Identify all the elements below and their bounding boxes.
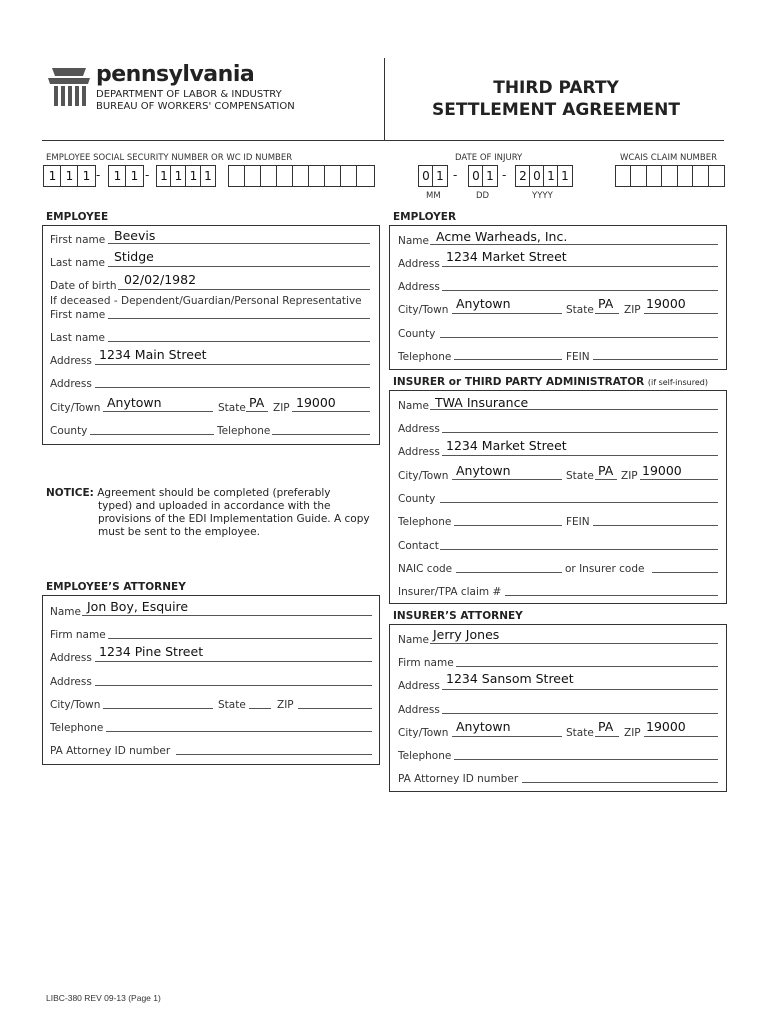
er-name-value: Acme Warheads, Inc. [436, 229, 568, 244]
er-address2-field[interactable] [442, 290, 718, 291]
ins-telephone-label: Telephone [398, 516, 452, 528]
ins-county-field[interactable] [440, 502, 718, 503]
employee-attorney-box [42, 595, 380, 765]
dob-value: 02/02/1982 [124, 272, 197, 287]
employee-header: EMPLOYEE [46, 211, 109, 223]
ins-address2-field[interactable] [442, 455, 718, 456]
doi-digit: 1 [486, 169, 494, 183]
ia-telephone-label: Telephone [398, 750, 452, 762]
ea-city-field[interactable] [103, 708, 213, 709]
ssn-dash: - [96, 168, 101, 182]
insurer-attorney-header: INSURER’S ATTORNEY [393, 610, 523, 622]
er-fein-label: FEIN [566, 351, 590, 363]
dep-first-name-label: First name [50, 309, 106, 321]
address2-label: Address [50, 378, 92, 390]
ssn-label: EMPLOYEE SOCIAL SECURITY NUMBER OR WC ID NUMBER [46, 153, 293, 163]
ea-state-label: State [218, 699, 246, 711]
county-field[interactable] [90, 434, 214, 435]
ia-address-value: 1234 Sansom Street [446, 671, 574, 686]
ia-state-field[interactable] [595, 736, 619, 737]
dep-first-name-field[interactable] [108, 318, 370, 319]
ins-city-field[interactable] [452, 479, 562, 480]
ea-address2-field[interactable] [95, 685, 372, 686]
er-address2-label: Address [398, 281, 440, 293]
ins-insurer-code-label: or Insurer code [565, 563, 645, 575]
ia-pa-id-label: PA Attorney ID number [398, 773, 519, 785]
ia-name-field[interactable] [430, 643, 718, 644]
header-divider [384, 58, 385, 140]
ea-zip-field[interactable] [298, 708, 372, 709]
er-city-value: Anytown [456, 296, 511, 311]
doi-dash: - [453, 168, 458, 182]
dob-label: Date of birth [50, 280, 117, 292]
ins-county-label: County [398, 493, 436, 505]
ia-firm-field[interactable] [456, 666, 718, 667]
ins-insurer-code-field[interactable] [652, 572, 718, 573]
city-label: City/Town [50, 402, 101, 414]
ea-address-field[interactable] [95, 661, 372, 662]
form-number: LIBC-380 REV 09-13 (Page 1) [46, 993, 161, 1003]
ea-telephone-field[interactable] [106, 731, 372, 732]
dep-last-name-label: Last name [50, 332, 105, 344]
doi-digit: 1 [547, 169, 555, 183]
address-value: 1234 Main Street [99, 347, 207, 362]
title-line2: SETTLEMENT AGREEMENT [432, 100, 680, 120]
er-state-value: PA [598, 296, 614, 311]
ssn-digit: 1 [174, 169, 183, 183]
ins-telephone-field[interactable] [454, 525, 562, 526]
ea-name-field[interactable] [82, 615, 372, 616]
er-zip-field[interactable] [644, 313, 718, 314]
ia-city-value: Anytown [456, 719, 511, 734]
ins-naic-field[interactable] [456, 572, 562, 573]
mm-label: MM [426, 191, 441, 201]
ia-zip-label: ZIP [624, 727, 641, 739]
employee-attorney-header: EMPLOYEE’S ATTORNEY [46, 581, 186, 593]
ia-address2-label: Address [398, 704, 440, 716]
address-field[interactable] [95, 364, 370, 365]
doi-digit: 2 [519, 169, 527, 183]
ia-state-value: PA [598, 719, 614, 734]
ea-zip-label: ZIP [277, 699, 294, 711]
ia-address-label: Address [398, 680, 440, 692]
ins-fein-label: FEIN [566, 516, 590, 528]
ins-contact-field[interactable] [440, 549, 718, 550]
er-fein-field[interactable] [593, 359, 718, 360]
ins-city-value: Anytown [456, 463, 511, 478]
notice-line3: provisions of the EDI Implementation Guide. A copy [98, 513, 370, 525]
insurer-header-text: INSURER or THIRD PARTY ADMINISTRATOR [393, 376, 645, 388]
ia-pa-id-field[interactable] [522, 782, 718, 783]
ia-name-value: Jerry Jones [433, 627, 500, 642]
dep-last-name-field[interactable] [108, 341, 370, 342]
ins-contact-label: Contact [398, 540, 439, 552]
ins-zip-field[interactable] [640, 479, 718, 480]
ins-state-value: PA [598, 463, 614, 478]
state-field[interactable] [246, 411, 268, 412]
title-line1: THIRD PARTY [493, 78, 619, 98]
er-county-field[interactable] [440, 337, 718, 338]
ea-firm-field[interactable] [108, 638, 372, 639]
er-telephone-label: Telephone [398, 351, 452, 363]
ea-telephone-label: Telephone [50, 722, 104, 734]
doi-digit: 1 [561, 169, 569, 183]
ea-pa-id-label: PA Attorney ID number [50, 745, 171, 757]
doi-digit: 0 [422, 169, 430, 183]
ia-state-label: State [566, 727, 594, 739]
notice [46, 487, 331, 500]
employer-header: EMPLOYER [393, 211, 457, 223]
ia-telephone-field[interactable] [454, 759, 718, 760]
address2-field[interactable] [95, 387, 370, 388]
ins-address-label: Address [398, 423, 440, 435]
city-field[interactable] [103, 411, 213, 412]
doi-digit: 0 [472, 169, 480, 183]
yyyy-label: YYYY [532, 191, 553, 201]
zip-label: ZIP [273, 402, 290, 414]
wc-id-boxes[interactable] [228, 165, 375, 187]
er-county-label: County [398, 328, 436, 340]
ea-city-label: City/Town [50, 699, 101, 711]
ins-claim-label: Insurer/TPA claim # [398, 586, 502, 598]
ia-city-label: City/Town [398, 727, 449, 739]
notice-label: NOTICE: [46, 487, 94, 499]
ia-address2-field[interactable] [442, 713, 718, 714]
state-value: PA [249, 395, 265, 410]
zip-field[interactable] [292, 411, 370, 412]
dob-field[interactable] [118, 289, 370, 290]
ea-pa-id-field[interactable] [176, 754, 372, 755]
zip-value: 19000 [296, 395, 336, 410]
er-name-field[interactable] [430, 244, 718, 245]
ea-address-label: Address [50, 652, 92, 664]
wcais-label: WCAIS CLAIM NUMBER [620, 153, 718, 163]
ia-address-field[interactable] [442, 689, 718, 690]
first-name-label: First name [50, 234, 106, 246]
er-address-value: 1234 Market Street [446, 249, 567, 264]
ins-claim-field[interactable] [505, 595, 718, 596]
deceased-label: If deceased - Dependent/Guardian/Personal Representative [50, 295, 362, 307]
ssn-digit: 1 [130, 169, 139, 183]
ssn-digit: 1 [65, 169, 74, 183]
ea-name-value: Jon Boy, Esquire [87, 599, 189, 614]
notice-line1: Agreement should be completed (preferably [97, 487, 331, 499]
ins-naic-label: NAIC code [398, 563, 453, 575]
er-city-field[interactable] [452, 313, 562, 314]
doi-dash: - [502, 168, 507, 182]
ssn-digit: 1 [48, 169, 57, 183]
er-zip-label: ZIP [624, 304, 641, 316]
ins-address-field[interactable] [442, 432, 718, 433]
er-address-label: Address [398, 258, 440, 270]
er-state-label: State [566, 304, 594, 316]
first-name-field[interactable] [108, 243, 370, 244]
notice-line2: typed) and uploaded in accordance with the [98, 500, 331, 512]
last-name-value: Stidge [114, 249, 154, 264]
ins-zip-value: 19000 [642, 463, 682, 478]
logo-name: pennsylvania [96, 62, 255, 87]
ins-address2-label: Address [398, 446, 440, 458]
ia-firm-label: Firm name [398, 657, 454, 669]
ins-address2-value: 1234 Market Street [446, 438, 567, 453]
ssn-dash: - [145, 168, 150, 182]
logo-line1: DEPARTMENT OF LABOR & INDUSTRY [96, 89, 282, 100]
state-label: State [218, 402, 246, 414]
ins-name-label: Name [398, 400, 429, 412]
last-name-label: Last name [50, 257, 105, 269]
ins-city-label: City/Town [398, 470, 449, 482]
telephone-field[interactable] [272, 434, 370, 435]
ia-name-label: Name [398, 634, 429, 646]
ssn-digit: 1 [204, 169, 212, 183]
ssn-digit: 1 [189, 169, 198, 183]
ea-firm-label: Firm name [50, 629, 106, 641]
ia-zip-value: 19000 [646, 719, 686, 734]
insurer-header-note: (if self-insured) [647, 378, 708, 387]
er-telephone-field[interactable] [454, 359, 562, 360]
ea-name-label: Name [50, 606, 81, 618]
dd-label: DD [476, 191, 490, 201]
doi-digit: 1 [436, 169, 444, 183]
er-state-field[interactable] [595, 313, 619, 314]
er-address-field[interactable] [442, 266, 718, 267]
logo-line2: BUREAU OF WORKERS' COMPENSATION [96, 101, 295, 112]
er-city-label: City/Town [398, 304, 449, 316]
ssn-digit: 1 [82, 169, 91, 183]
er-zip-value: 19000 [646, 296, 686, 311]
county-label: County [50, 425, 88, 437]
er-name-label: Name [398, 235, 429, 247]
telephone-label: Telephone [217, 425, 271, 437]
city-value: Anytown [107, 395, 162, 410]
ea-state-field[interactable] [249, 708, 271, 709]
ssn-digit: 1 [113, 169, 122, 183]
ins-name-value: TWA Insurance [435, 395, 529, 410]
ins-state-field[interactable] [595, 479, 617, 480]
ins-fein-field[interactable] [593, 525, 718, 526]
ia-city-field[interactable] [452, 736, 562, 737]
ea-address-value: 1234 Pine Street [99, 644, 204, 659]
doi-digit: 0 [533, 169, 541, 183]
ia-zip-field[interactable] [644, 736, 718, 737]
ins-zip-label: ZIP [621, 470, 638, 482]
ins-state-label: State [566, 470, 594, 482]
header-rule [42, 140, 724, 141]
first-name-value: Beevis [114, 228, 156, 243]
ssn-digit: 1 [160, 169, 168, 183]
keystone-icon [46, 62, 92, 110]
address-label: Address [50, 355, 92, 367]
ea-address2-label: Address [50, 676, 92, 688]
last-name-field[interactable] [108, 266, 370, 267]
insurer-header [393, 376, 708, 388]
notice-line4: must be sent to the employee. [98, 526, 260, 538]
doi-label: DATE OF INJURY [455, 153, 523, 163]
